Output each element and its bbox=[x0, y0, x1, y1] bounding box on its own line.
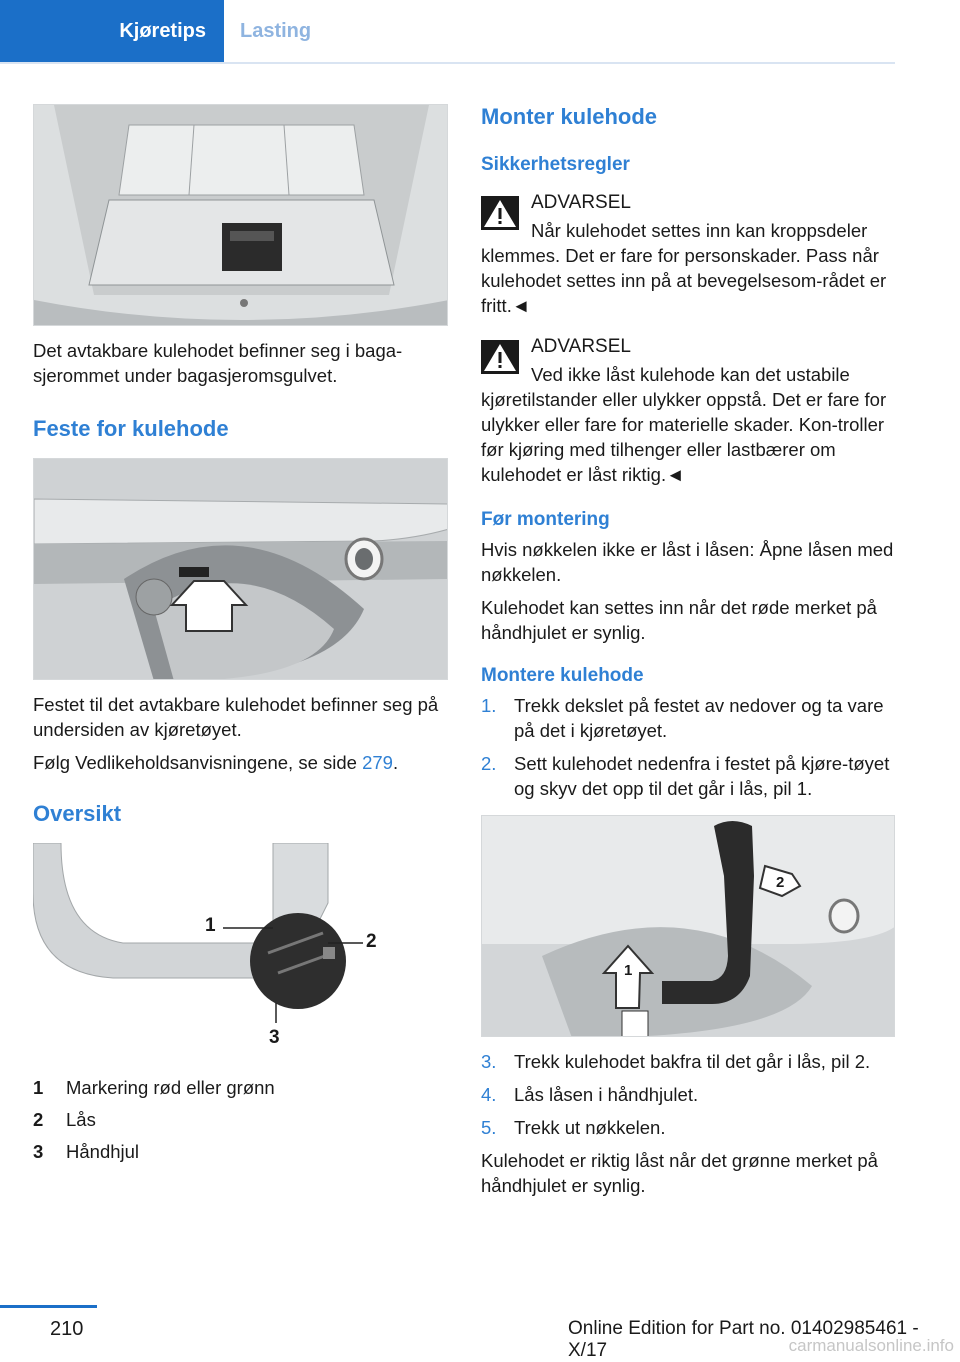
step-text: Lås låsen i håndhjulet. bbox=[514, 1084, 699, 1105]
warning-triangle-icon bbox=[481, 340, 519, 374]
watermark: carmanualsonline.info bbox=[788, 1336, 954, 1355]
step-num: 5. bbox=[481, 1117, 497, 1138]
legend-text: Markering rød eller grønn bbox=[66, 1077, 275, 1098]
mount-text-2-pre: Følg Vedlikeholdsanvisningene, se side bbox=[33, 752, 363, 773]
step-text: Trekk dekslet på festet av nedover og ta vare på det i kjøretøyet. bbox=[514, 695, 884, 741]
step-item bbox=[481, 1115, 895, 1140]
tab-lasting-label: Lasting bbox=[240, 19, 312, 42]
for-text-2: Kulehodet kan settes inn når det røde merket på håndhjulet er synlig. bbox=[481, 597, 877, 643]
page-number: 210 bbox=[50, 1318, 84, 1340]
heading-montere: Montere kulehode bbox=[481, 665, 644, 686]
install-image bbox=[481, 815, 895, 1037]
header-tab-bar bbox=[0, 0, 895, 64]
trunk-caption: Det avtakbare kulehodet befinner seg i baga-sjerommet under bagasjeromsgulvet. bbox=[33, 340, 403, 386]
step-item bbox=[481, 1049, 895, 1074]
heading-oversikt: Oversikt bbox=[33, 801, 122, 826]
heading-sikkerhet: Sikkerhetsregler bbox=[481, 154, 630, 175]
steps-list-b bbox=[481, 1049, 895, 1140]
legend-num: 2 bbox=[33, 1109, 44, 1130]
legend-text: Lås bbox=[66, 1109, 96, 1130]
legend-num: 1 bbox=[33, 1077, 44, 1098]
warning-text-2: Ved ikke låst kulehode kan det ustabile kjøretilstander eller ulykker oppstå. Det er fare for ulykker eller fare for materielle skader. Kon-troller før kjøring med tilhenger eller lastbærer om kulehodet er låst riktig.◄ bbox=[481, 364, 887, 485]
warning-triangle-icon bbox=[481, 196, 519, 230]
mount-image bbox=[33, 458, 448, 680]
right-column bbox=[481, 104, 895, 1206]
tab-kjoretips-label: Kjøretips bbox=[119, 19, 206, 42]
legend-item bbox=[33, 1107, 448, 1132]
mount-text-2-post: . bbox=[392, 752, 399, 773]
step-item bbox=[481, 751, 895, 801]
trunk-image bbox=[33, 104, 448, 326]
diagram-label-1: 1 bbox=[205, 915, 216, 936]
warning-block-1 bbox=[481, 190, 895, 216]
for-text-1: Hvis nøkkelen ikke er låst i låsen: Åpne låsen med nøkkelen. bbox=[481, 539, 894, 585]
tab-kjoretips[interactable] bbox=[0, 0, 224, 62]
legend-item bbox=[33, 1075, 448, 1100]
mount-text-1: Festet til det avtakbare kulehodet befinner seg på undersiden av kjøretøyet. bbox=[33, 694, 439, 740]
step-num: 4. bbox=[481, 1084, 497, 1105]
footer-accent-line bbox=[0, 1305, 97, 1308]
diagram-label-2: 2 bbox=[366, 931, 377, 952]
warning-title-1: ADVARSEL bbox=[531, 192, 631, 213]
left-column bbox=[33, 104, 448, 1171]
mount-text-2 bbox=[33, 750, 448, 775]
footer-edition: Online Edition for Part no. 01402985461 - X/17 bbox=[568, 1318, 919, 1361]
warning-title-2: ADVARSEL bbox=[531, 336, 631, 357]
warning-block-2 bbox=[481, 334, 895, 360]
tab-lasting[interactable] bbox=[240, 0, 311, 62]
page-link-279[interactable]: 279 bbox=[362, 752, 393, 773]
step-num: 3. bbox=[481, 1051, 497, 1072]
legend-num: 3 bbox=[33, 1141, 44, 1162]
overview-legend bbox=[33, 1075, 448, 1164]
heading-for-montering: Før montering bbox=[481, 509, 610, 530]
install-diagram-label-2: 2 bbox=[776, 874, 785, 891]
step-num: 2. bbox=[481, 753, 497, 774]
heading-feste: Feste for kulehode bbox=[33, 416, 229, 441]
warning-text-1: Når kulehodet settes inn kan kroppsdeler klemmes. Det er fare for personskader. Pass når kulehodet settes inn på at bevegelsesom-rådet er fritt.◄ bbox=[481, 220, 887, 316]
install-diagram-label-1: 1 bbox=[624, 962, 633, 979]
towbar-overview-diagram bbox=[33, 843, 448, 1065]
final-text: Kulehodet er riktig låst når det grønne merket på håndhjulet er synlig. bbox=[481, 1150, 878, 1196]
legend-item bbox=[33, 1139, 448, 1164]
step-text: Trekk kulehodet bakfra til det går i lås, pil 2. bbox=[514, 1051, 871, 1072]
step-item bbox=[481, 693, 895, 743]
diagram-label-3: 3 bbox=[269, 1027, 280, 1048]
step-num: 1. bbox=[481, 695, 497, 716]
step-item bbox=[481, 1082, 895, 1107]
step-text: Sett kulehodet nedenfra i festet på kjøre-tøyet og skyv det opp til det går i lås, pil 1. bbox=[514, 753, 890, 799]
legend-text: Håndhjul bbox=[66, 1141, 140, 1162]
heading-monter: Monter kulehode bbox=[481, 104, 658, 129]
step-text: Trekk ut nøkkelen. bbox=[514, 1117, 666, 1138]
steps-list-a bbox=[481, 693, 895, 801]
